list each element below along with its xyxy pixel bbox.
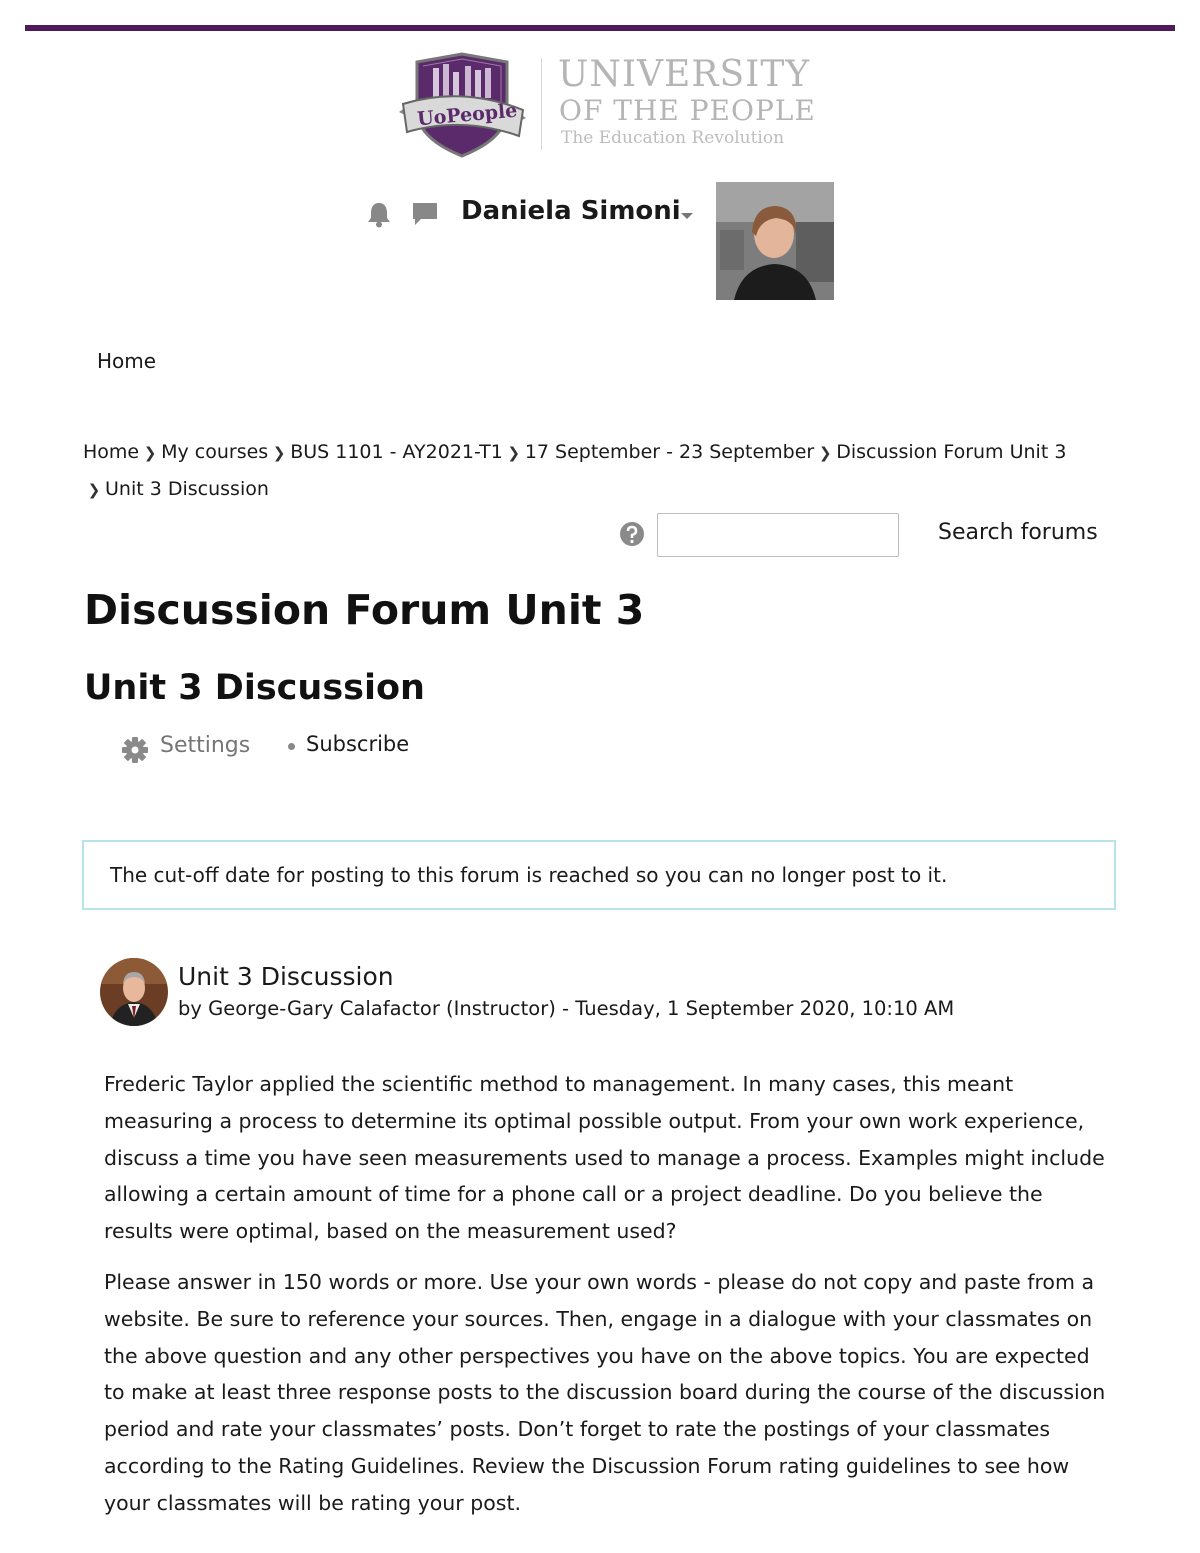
breadcrumb-item[interactable]: 17 September - 23 September [524, 441, 815, 463]
help-icon[interactable] [619, 521, 645, 547]
bullet-icon [288, 743, 295, 750]
breadcrumb [83, 434, 1123, 508]
university-logo[interactable] [395, 50, 530, 160]
chevron-right-icon: ❯ [143, 444, 157, 462]
author-avatar[interactable] [100, 958, 168, 1026]
gear-icon[interactable] [121, 736, 149, 764]
chevron-right-icon: ❯ [87, 481, 101, 499]
logo-divider [541, 58, 542, 150]
top-accent-bar [25, 25, 1175, 31]
caret-down-icon[interactable] [680, 206, 694, 216]
breadcrumb-item[interactable]: Home [83, 441, 140, 463]
chat-icon[interactable] [410, 200, 440, 228]
logo-university-text: UNIVERSITY [558, 54, 811, 95]
chevron-right-icon: ❯ [272, 444, 286, 462]
shield-text: UoPeople [416, 99, 519, 131]
chevron-right-icon: ❯ [507, 444, 521, 462]
breadcrumb-item[interactable]: Discussion Forum Unit 3 [836, 441, 1067, 463]
breadcrumb-item[interactable]: BUS 1101 - AY2021-T1 [290, 441, 503, 463]
breadcrumb-item[interactable]: My courses [161, 441, 269, 463]
search-forums-input[interactable] [657, 513, 899, 557]
nav-home-link[interactable]: Home [97, 349, 157, 373]
logo-tagline: The Education Revolution [561, 128, 785, 148]
settings-menu[interactable]: Settings [160, 733, 251, 758]
breadcrumb-current: Unit 3 Discussion [105, 478, 269, 500]
cutoff-notice [82, 840, 1116, 910]
post-subject[interactable]: Unit 3 Discussion [178, 962, 394, 991]
post-paragraph: Frederic Taylor applied the scientific method to management. In many cases, this meant measuring a process to determine its optimal possible output. From your own work experience, discuss a time you have seen measurements used to manage a process. Examples might include allowing a certain amount of time for a phone call or a project deadline. Do you believe the results were optimal, based on the measurement used? [104, 1072, 1105, 1244]
chevron-right-icon: ❯ [818, 444, 832, 462]
page-title: Discussion Forum Unit 3 [84, 586, 645, 634]
post-paragraph: Please answer in 150 words or more. Use your own words - please do not copy and paste from a website. Be sure to reference your sources. Then, engage in a dialogue with your classmates on the above question and any other perspectives you have on the above topics. You are expected to make at least three response posts to the discussion board during the course of the discussion period and rate your classmates’ posts. Don’t forget to rate the postings of your classmates according to the Rating Guidelines. Review the Discussion Forum rating guidelines to see how your classmates will be rating your post. [104, 1269, 1106, 1515]
bell-icon[interactable] [366, 200, 392, 228]
logo-people-text: OF THE PEOPLE [559, 94, 816, 127]
user-avatar[interactable] [716, 182, 834, 300]
user-menu-name[interactable]: Daniela Simoni [461, 196, 681, 226]
search-forums-button[interactable]: Search forums [938, 520, 1098, 545]
post-byline: by George-Gary Calafactor (Instructor) - Tuesday, 1 September 2020, 10:10 AM [178, 997, 955, 1020]
discussion-title: Unit 3 Discussion [84, 668, 425, 708]
post-body [104, 1066, 1114, 1536]
subscribe-link[interactable]: Subscribe [306, 732, 410, 756]
cutoff-notice-text: The cut-off date for posting to this forum is reached so you can no longer post to it. [110, 863, 948, 887]
